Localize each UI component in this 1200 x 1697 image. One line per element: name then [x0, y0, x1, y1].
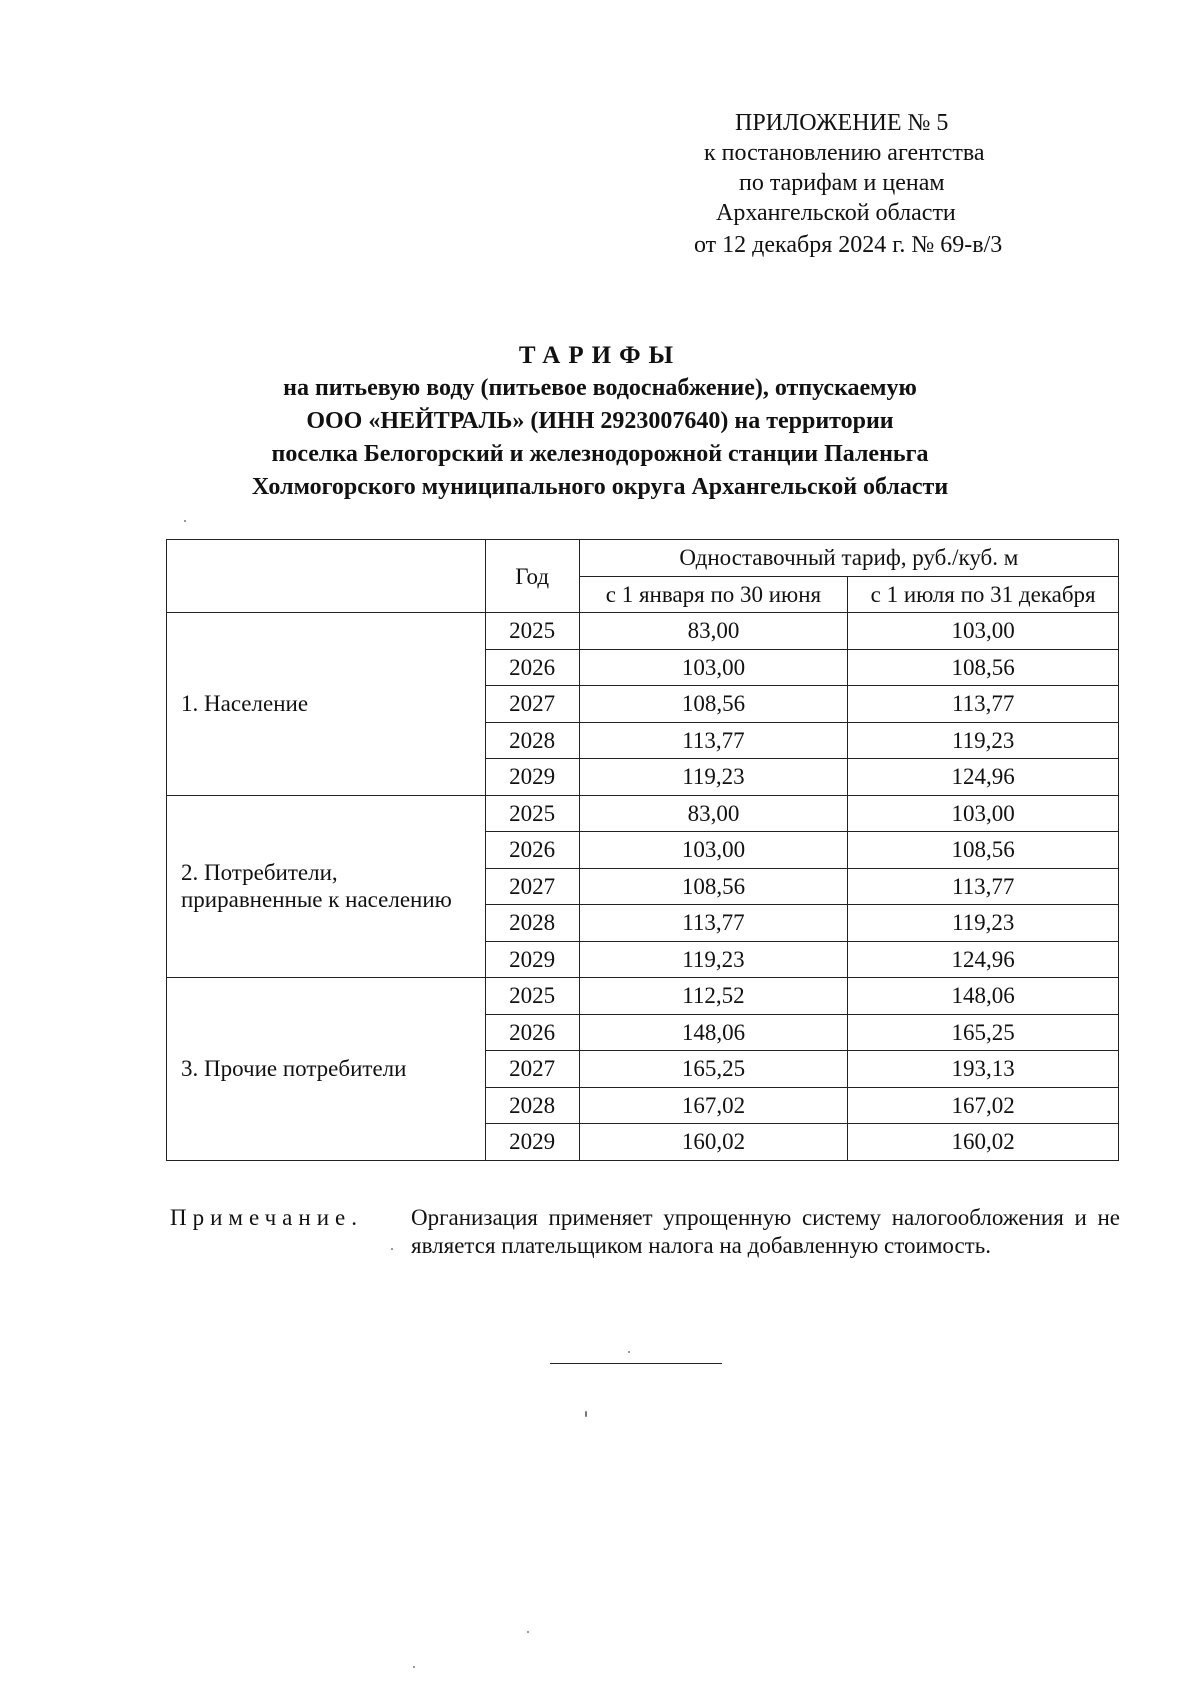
title-line-4: Холмогорского муниципального округа Архангельской области	[251, 474, 949, 500]
tariff-h1-cell: 103,00	[579, 832, 848, 869]
year-cell: 2027	[485, 686, 579, 723]
tariff-h1-cell: 160,02	[579, 1124, 848, 1161]
appendix-line-3: по тарифам и ценам	[739, 170, 945, 196]
header-period-2: с 1 июля по 31 декабря	[848, 576, 1119, 613]
table-header-row	[167, 540, 1119, 577]
year-cell: 2027	[485, 868, 579, 905]
header-period-1: с 1 января по 30 июня	[579, 576, 848, 613]
table-row	[167, 795, 1119, 832]
tariff-h2-cell: 113,77	[848, 868, 1119, 905]
scan-speck	[527, 1631, 529, 1633]
table-row	[167, 978, 1119, 1015]
year-cell: 2026	[485, 649, 579, 686]
table-row	[167, 613, 1119, 650]
header-year: Год	[485, 540, 579, 613]
appendix-line-2: к постановлению агентства	[704, 140, 985, 166]
tariff-h1-cell: 83,00	[579, 613, 848, 650]
tariff-h1-cell: 103,00	[579, 649, 848, 686]
tariff-h1-cell: 83,00	[579, 795, 848, 832]
year-cell: 2028	[485, 905, 579, 942]
header-empty-cell	[167, 540, 486, 613]
year-cell: 2026	[485, 1014, 579, 1051]
tariff-table	[166, 539, 1119, 1161]
tariff-h2-cell: 148,06	[848, 978, 1119, 1015]
tariff-h2-cell: 103,00	[848, 613, 1119, 650]
tariff-h1-cell: 165,25	[579, 1051, 848, 1088]
tariff-h1-cell: 119,23	[579, 941, 848, 978]
year-cell: 2028	[485, 722, 579, 759]
tariff-h2-cell: 103,00	[848, 795, 1119, 832]
tariff-h1-cell: 108,56	[579, 868, 848, 905]
year-cell: 2029	[485, 1124, 579, 1161]
year-cell: 2025	[485, 613, 579, 650]
year-cell: 2025	[485, 795, 579, 832]
tariff-h1-cell: 167,02	[579, 1087, 848, 1124]
title-line-1: на питьевую воду (питьевое водоснабжение), отпускаемую	[283, 375, 917, 401]
title-line-2: ООО «НЕЙТРАЛЬ» (ИНН 2923007640) на территории	[306, 408, 894, 434]
scan-speck	[184, 520, 186, 522]
tariff-h2-cell: 108,56	[848, 832, 1119, 869]
scan-speck	[585, 1411, 587, 1417]
tariff-h2-cell: 124,96	[848, 941, 1119, 978]
category-cell: 2. Потребители, приравненные к населению	[167, 795, 486, 978]
tariff-h2-cell: 113,77	[848, 686, 1119, 723]
appendix-number: ПРИЛОЖЕНИЕ № 5	[735, 110, 949, 136]
tariff-table-body	[167, 613, 1119, 1161]
tariff-h2-cell: 167,02	[848, 1087, 1119, 1124]
tariff-h1-cell: 113,77	[579, 905, 848, 942]
note-label: Примечание.	[170, 1205, 363, 1230]
year-cell: 2029	[485, 759, 579, 796]
tariff-h2-cell: 108,56	[848, 649, 1119, 686]
appendix-line-4: Архангельской области	[716, 200, 956, 226]
year-cell: 2026	[485, 832, 579, 869]
appendix-date: от 12 декабря 2024 г. № 69-в/3	[694, 232, 1003, 258]
category-cell: 3. Прочие потребители	[167, 978, 486, 1161]
scan-speck	[391, 1248, 393, 1250]
title-heading: ТАРИФЫ	[518, 342, 682, 369]
tariff-h2-cell: 160,02	[848, 1124, 1119, 1161]
year-cell: 2025	[485, 978, 579, 1015]
year-cell: 2027	[485, 1051, 579, 1088]
tariff-h2-cell: 193,13	[848, 1051, 1119, 1088]
tariff-h1-cell: 112,52	[579, 978, 848, 1015]
tariff-h2-cell: 119,23	[848, 722, 1119, 759]
scan-speck	[413, 1666, 415, 1668]
year-cell: 2029	[485, 941, 579, 978]
scan-speck	[628, 1351, 630, 1353]
year-cell: 2028	[485, 1087, 579, 1124]
document-title	[150, 340, 1050, 504]
tariff-h1-cell: 119,23	[579, 759, 848, 796]
end-separator-line	[550, 1363, 722, 1364]
tariff-h2-cell: 124,96	[848, 759, 1119, 796]
tariff-h2-cell: 119,23	[848, 905, 1119, 942]
tariff-h1-cell: 148,06	[579, 1014, 848, 1051]
header-tariff: Одноставочный тариф, руб./куб. м	[579, 540, 1118, 577]
tariff-h1-cell: 108,56	[579, 686, 848, 723]
category-cell: 1. Население	[167, 613, 486, 796]
title-line-3: поселка Белогорский и железнодорожной станции Паленьга	[271, 441, 929, 467]
tariff-h2-cell: 165,25	[848, 1014, 1119, 1051]
tariff-h1-cell: 113,77	[579, 722, 848, 759]
note-text: Организация применяет упрощенную систему налогообложения и не является плательщиком налога на добавленную стоимость.	[411, 1205, 1120, 1258]
